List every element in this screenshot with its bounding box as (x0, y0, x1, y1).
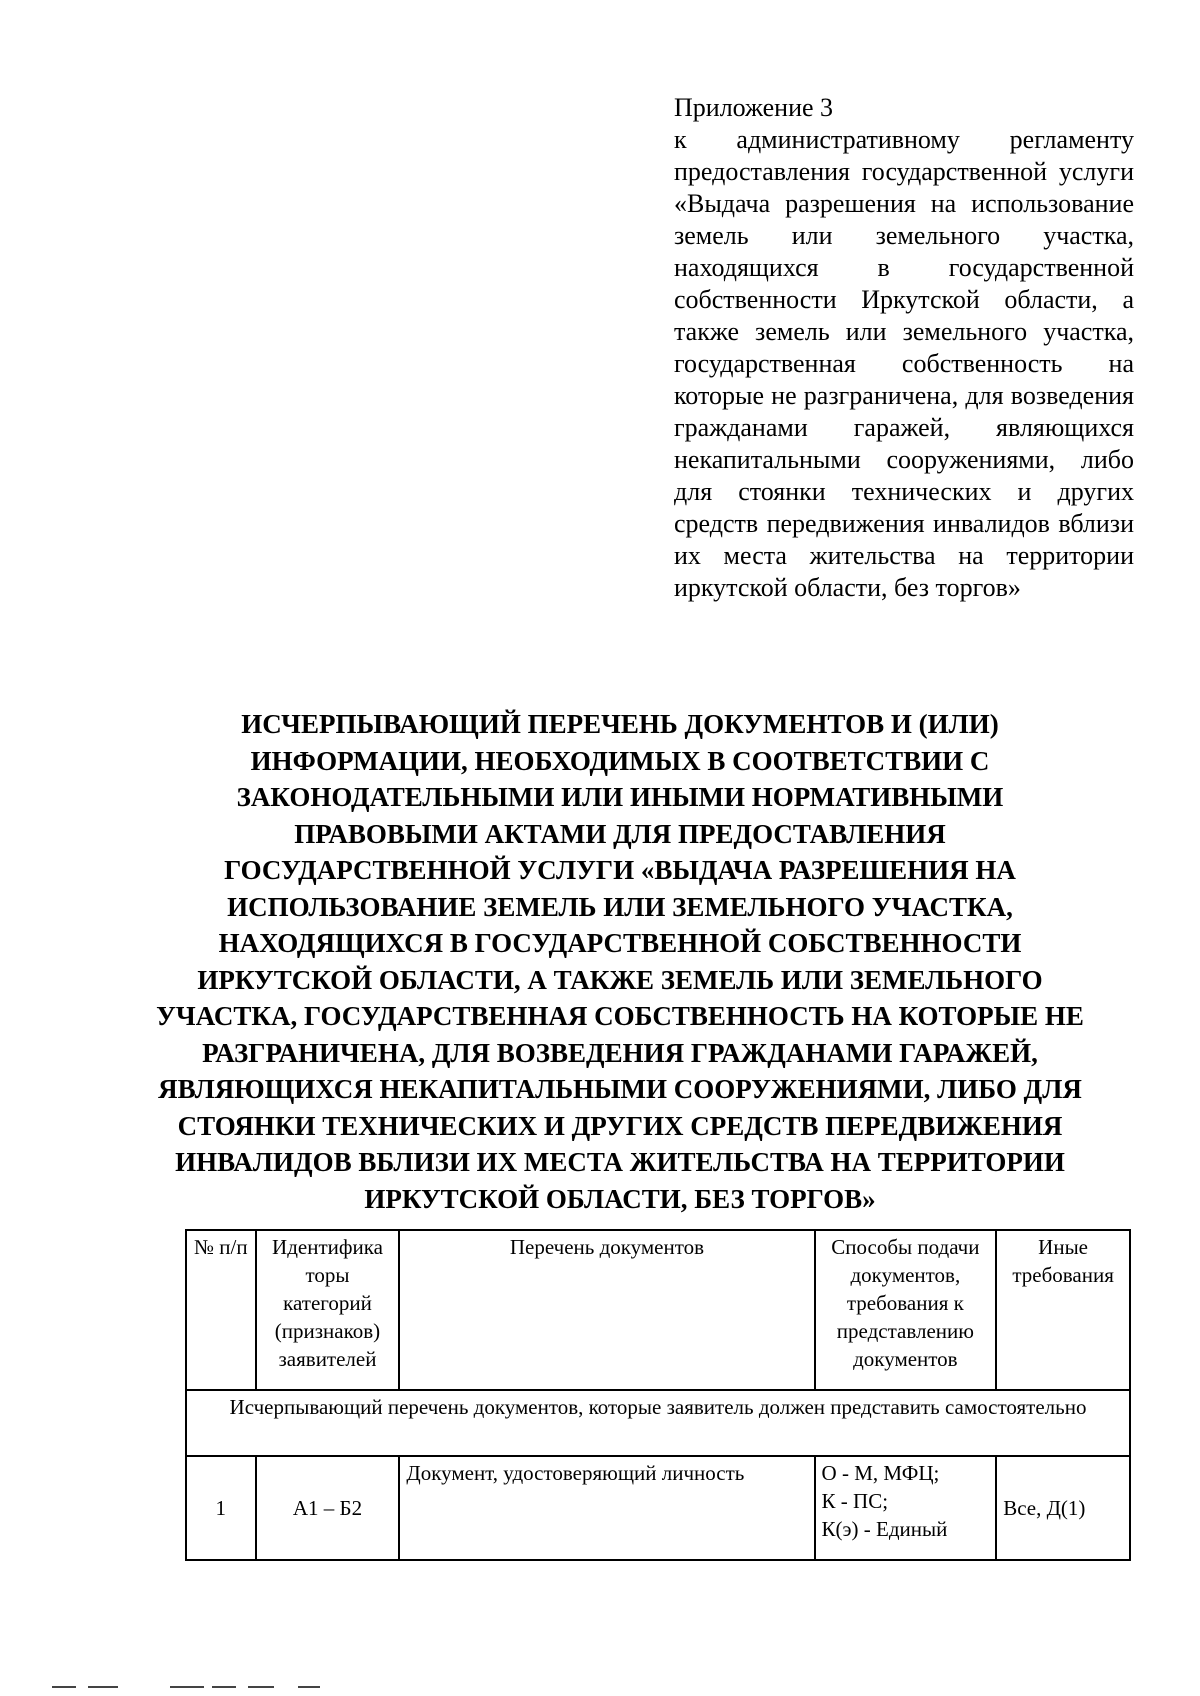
appendix-text: к административному регламенту предоставления государственной услуги «Выдача разрешения на использование земель или земельного участка, находящихся в государственной собственности Иркутской области, а также земель или земельного участка, государственная собственность на которые не разграничена, для возведения гражданами гаражей, являющихся некапитальными сооружениями, либо для стоянки технических и других средств передвижения инвалидов вблизи их места жительства на территории иркутской области, без торгов» (674, 125, 1134, 602)
scan-artifact-dashes (52, 1686, 352, 1690)
table-header-row (186, 1230, 1130, 1390)
dash (88, 1686, 118, 1688)
row-num: 1 (186, 1456, 256, 1560)
dash (298, 1686, 320, 1688)
row-other: Все, Д(1) (996, 1456, 1130, 1560)
row-doc: Документ, удостоверяющий личность (399, 1456, 814, 1560)
way-line: К - ПС; (821, 1489, 889, 1513)
table-row (186, 1456, 1130, 1560)
dash (52, 1686, 76, 1688)
header-other: Иные требования (996, 1230, 1130, 1390)
header-num: № п/п (186, 1230, 256, 1390)
appendix-block (674, 92, 1134, 604)
documents-table (185, 1229, 1131, 1561)
document-title: ИСЧЕРПЫВАЮЩИЙ ПЕРЕЧЕНЬ ДОКУМЕНТОВ И (ИЛИ) ИНФОРМАЦИИ, НЕОБХОДИМЫХ В СООТВЕТСТВИИ С ЗАКОНОДАТЕЛЬНЫМИ ИЛИ ИНЫМИ НОРМАТИВНЫМИ ПРАВОВЫМИ АКТАМИ ДЛЯ ПРЕДОСТАВЛЕНИЯ ГОСУДАРСТВЕННОЙ УСЛУГИ «ВЫДАЧА РАЗРЕШЕНИЯ НА ИСПОЛЬЗОВАНИЕ ЗЕМЕЛЬ ИЛИ ЗЕМЕЛЬНОГО УЧАСТКА, НАХОДЯЩИХСЯ В ГОСУДАРСТВЕННОЙ СОБСТВЕННОСТИ ИРКУТСКОЙ ОБЛАСТИ, А ТАКЖЕ ЗЕМЕЛЬ ИЛИ ЗЕМЕЛЬНОГО УЧАСТКА, ГОСУДАРСТВЕННАЯ СОБСТВЕННОСТЬ НА КОТОРЫЕ НЕ РАЗГРАНИЧЕНА, ДЛЯ ВОЗВЕДЕНИЯ ГРАЖДАНАМИ ГАРАЖЕЙ, ЯВЛЯЮЩИХСЯ НЕКАПИТАЛЬНЫМИ СООРУЖЕНИЯМИ, ЛИБО ДЛЯ СТОЯНКИ ТЕХНИЧЕСКИХ И ДРУГИХ СРЕДСТВ ПЕРЕДВИЖЕНИЯ ИНВАЛИДОВ ВБЛИЗИ ИХ МЕСТА ЖИТЕЛЬСТВА НА ТЕРРИТОРИИ ИРКУТСКОЙ ОБЛАСТИ, БЕЗ ТОРГОВ» (156, 709, 1084, 1214)
header-list: Перечень документов (399, 1230, 814, 1390)
way-line: К(э) - Единый (821, 1517, 948, 1541)
section-row (186, 1390, 1130, 1456)
header-ids: Идентифика торы категорий (признаков) заявителей (256, 1230, 400, 1390)
way-line: О - М, МФЦ; (821, 1461, 940, 1485)
appendix-number: Приложение 3 (674, 93, 834, 122)
dash (170, 1686, 204, 1688)
row-ways (815, 1456, 997, 1560)
header-ways: Способы подачи документов, требования к представлению документов (815, 1230, 997, 1390)
dash (212, 1686, 236, 1688)
row-ids: А1 – Б2 (256, 1456, 400, 1560)
section-title: Исчерпывающий перечень документов, которые заявитель должен представить самостоятельно (186, 1390, 1130, 1456)
dash (248, 1686, 274, 1688)
